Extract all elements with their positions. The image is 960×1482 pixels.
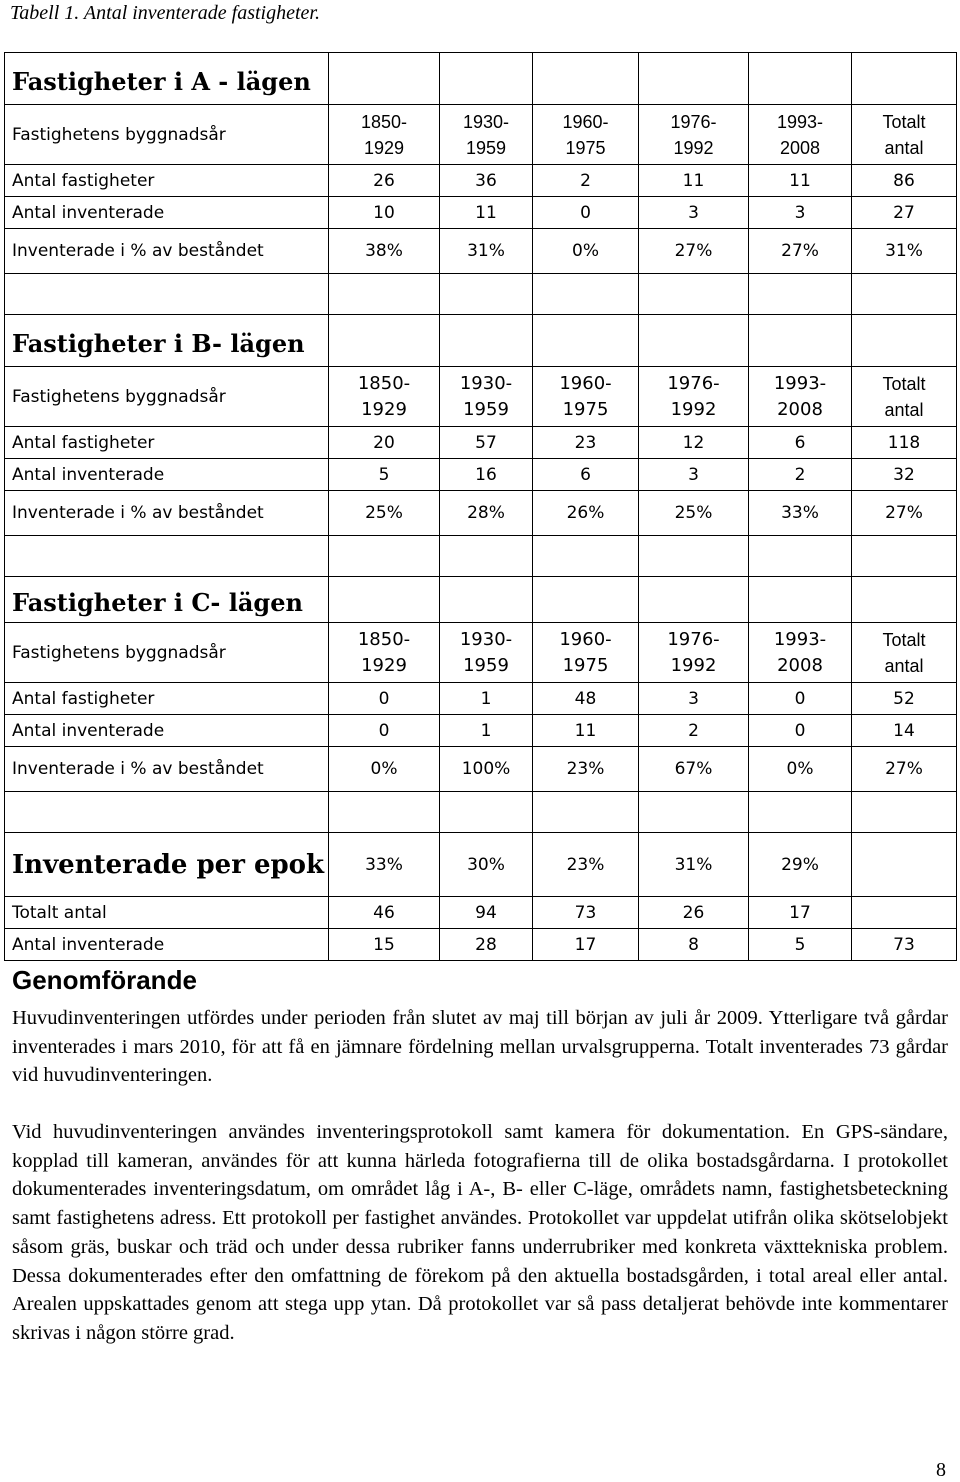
section-title: Fastigheter i C- lägen — [5, 577, 329, 623]
row-label: Antal inventerade — [5, 197, 329, 229]
value-cell: 3 — [639, 197, 749, 229]
empty-cell — [639, 792, 749, 833]
year-start: 1930- — [459, 628, 513, 650]
value-cell: 10 — [329, 197, 440, 229]
epok-value-cell: 31% — [639, 833, 749, 897]
empty-cell — [852, 833, 957, 897]
empty-cell — [5, 274, 329, 315]
empty-cell — [533, 792, 639, 833]
empty-cell — [329, 536, 440, 577]
year-start: Totalt — [882, 373, 926, 394]
year-start: 1960- — [559, 628, 612, 650]
value-cell: 73 — [533, 897, 639, 929]
value-cell: 2 — [639, 715, 749, 747]
table-row — [5, 897, 957, 929]
value-cell: 1 — [440, 715, 533, 747]
value-cell: 86 — [852, 165, 957, 197]
spacer-row — [5, 792, 957, 833]
value-cell: 16 — [440, 459, 533, 491]
year-label: Fastighetens byggnadsår — [5, 105, 329, 165]
year-start: 1976- — [670, 111, 717, 132]
year-header-row — [5, 367, 957, 427]
year-start: 1930- — [462, 111, 510, 132]
row-label: Inventerade i % av beståndet — [5, 491, 329, 536]
year-header-cell — [749, 367, 852, 427]
value-cell: 27% — [852, 747, 957, 792]
epok-title-row — [5, 833, 957, 897]
empty-cell — [852, 792, 957, 833]
year-start: 1930- — [459, 372, 513, 394]
year-end: 1992 — [673, 137, 714, 158]
table-row — [5, 715, 957, 747]
value-cell: 46 — [329, 897, 440, 929]
empty-cell — [329, 577, 440, 623]
empty-cell — [329, 792, 440, 833]
row-label: Antal fastigheter — [5, 427, 329, 459]
value-cell: 14 — [852, 715, 957, 747]
empty-cell — [533, 315, 639, 367]
table-row — [5, 459, 957, 491]
value-cell: 6 — [533, 459, 639, 491]
value-cell: 57 — [440, 427, 533, 459]
empty-cell — [749, 577, 852, 623]
paragraph-2: Vid huvudinventeringen användes inventeringsprotokoll samt kamera för dokumentation. En GPS-sändare, kopplad till kameran, användes för att kunna härleda fotografierna till de olika bostadsgårdarna. I protokollet dokumenterades inventeringsdatum, om området låg i A-, B- eller C-läge, områdets namn, fastighetsbeteckning samt fastighetens adress. Ett protokoll per fastighet användes. Protokollet var uppdelat utifrån olika skötselobjekt såsom gräs, buskar och träd och under dessa rubriker fanns underrubriker med konkreta växttekniska problem. Dessa dokumenterades efter den omfattning de förekom på den aktuella bostadsgården, i total areal eller antal. Arealen uppskattades genom att stega upp ytan. Då protokollet var så pass detaljerat behövde inte kommentarer skrivas i någon större grad. — [12, 1121, 948, 1344]
year-header-cell — [852, 623, 957, 683]
year-end: 2008 — [777, 654, 823, 676]
value-cell: 25% — [639, 491, 749, 536]
year-end: 2008 — [777, 398, 823, 420]
year-label: Fastighetens byggnadsår — [5, 623, 329, 683]
year-start: 1960- — [559, 372, 612, 394]
value-cell: 38% — [329, 229, 440, 274]
row-label: Inventerade i % av beståndet — [5, 747, 329, 792]
value-cell: 1 — [440, 683, 533, 715]
empty-cell — [639, 536, 749, 577]
year-start: 1850- — [357, 628, 411, 650]
empty-cell — [749, 274, 852, 315]
table-row — [5, 683, 957, 715]
value-cell: 20 — [329, 427, 440, 459]
year-header-cell — [533, 367, 639, 427]
year-label: Fastighetens byggnadsår — [5, 367, 329, 427]
year-end: 1959 — [465, 137, 507, 158]
year-end: antal — [884, 399, 924, 420]
year-header-cell — [329, 367, 440, 427]
value-cell: 11 — [440, 197, 533, 229]
value-cell: 31% — [852, 229, 957, 274]
value-cell: 0% — [533, 229, 639, 274]
year-header-cell — [329, 105, 440, 165]
table-row — [5, 229, 957, 274]
paragraph-1: Huvudinventeringen utfördes under perioden från slutet av maj till början av juli år 2009. Ytterligare två gårdar inventerades i mars 2010, för att få en jämnare fördelning mellan urvalsgrupperna. Totalt inventerades 73 gårdar vid huvudinventeringen. — [12, 1007, 948, 1087]
year-end: 1975 — [565, 137, 606, 158]
value-cell: 0 — [533, 197, 639, 229]
year-end: 1929 — [361, 654, 407, 676]
year-end: 1992 — [670, 398, 717, 420]
inventory-table — [4, 52, 957, 961]
year-header-cell — [440, 105, 533, 165]
empty-cell — [329, 274, 440, 315]
year-end: antal — [884, 137, 924, 158]
empty-cell — [852, 53, 957, 105]
value-cell: 8 — [639, 929, 749, 961]
section-title: Fastigheter i B- lägen — [5, 315, 329, 367]
empty-cell — [749, 792, 852, 833]
value-cell: 26 — [329, 165, 440, 197]
row-label: Antal inventerade — [5, 715, 329, 747]
year-header-cell — [440, 367, 533, 427]
value-cell: 12 — [639, 427, 749, 459]
value-cell: 5 — [329, 459, 440, 491]
value-cell: 6 — [749, 427, 852, 459]
empty-cell — [440, 274, 533, 315]
epok-value-cell: 30% — [440, 833, 533, 897]
empty-cell — [852, 274, 957, 315]
year-header-row — [5, 105, 957, 165]
year-header-cell — [749, 105, 852, 165]
empty-cell — [639, 274, 749, 315]
year-start: 1993- — [773, 372, 827, 394]
year-start: 1850- — [357, 372, 411, 394]
value-cell: 28% — [440, 491, 533, 536]
value-cell: 26% — [533, 491, 639, 536]
table-row — [5, 165, 957, 197]
year-start: 1993- — [776, 111, 824, 132]
year-start: 1850- — [360, 111, 408, 132]
row-label: Antal fastigheter — [5, 165, 329, 197]
year-header-cell — [533, 623, 639, 683]
spacer-row — [5, 536, 957, 577]
value-cell: 36 — [440, 165, 533, 197]
year-header-cell — [533, 105, 639, 165]
empty-cell — [749, 536, 852, 577]
table-row — [5, 747, 957, 792]
value-cell: 3 — [749, 197, 852, 229]
empty-cell — [440, 577, 533, 623]
year-header-row — [5, 623, 957, 683]
empty-cell — [440, 792, 533, 833]
value-cell: 2 — [533, 165, 639, 197]
value-cell: 31% — [440, 229, 533, 274]
year-start: Totalt — [882, 629, 926, 650]
value-cell: 0 — [749, 715, 852, 747]
value-cell: 23 — [533, 427, 639, 459]
empty-cell — [5, 792, 329, 833]
value-cell: 0 — [329, 683, 440, 715]
value-cell: 27% — [639, 229, 749, 274]
row-label: Totalt antal — [5, 897, 329, 929]
empty-cell — [329, 315, 440, 367]
value-cell: 118 — [852, 427, 957, 459]
value-cell: 0 — [329, 715, 440, 747]
year-end: 1929 — [361, 398, 407, 420]
row-label: Inventerade i % av beståndet — [5, 229, 329, 274]
year-end: 1929 — [363, 137, 405, 158]
row-label: Antal inventerade — [5, 459, 329, 491]
table-row — [5, 491, 957, 536]
value-cell: 15 — [329, 929, 440, 961]
value-cell: 33% — [749, 491, 852, 536]
year-start: 1960- — [562, 111, 609, 132]
year-header-cell — [639, 623, 749, 683]
year-end: 1992 — [670, 654, 717, 676]
value-cell: 28 — [440, 929, 533, 961]
year-start: Totalt — [882, 111, 926, 132]
value-cell: 32 — [852, 459, 957, 491]
year-end: 1975 — [562, 398, 609, 420]
table-row — [5, 929, 957, 961]
epok-value-cell: 33% — [329, 833, 440, 897]
spacer-row — [5, 274, 957, 315]
page-number: 8 — [936, 1459, 946, 1481]
section-title: Fastigheter i A - lägen — [5, 53, 329, 105]
year-end: 1975 — [562, 654, 609, 676]
empty-cell — [533, 536, 639, 577]
value-cell: 0% — [749, 747, 852, 792]
year-start: 1993- — [773, 628, 827, 650]
value-cell: 73 — [852, 929, 957, 961]
value-cell: 94 — [440, 897, 533, 929]
year-end: 1959 — [463, 654, 509, 676]
section-title-row — [5, 53, 957, 105]
empty-cell — [852, 315, 957, 367]
value-cell — [852, 897, 957, 929]
empty-cell — [852, 536, 957, 577]
empty-cell — [852, 577, 957, 623]
year-end: 2008 — [779, 137, 821, 158]
value-cell: 25% — [329, 491, 440, 536]
empty-cell — [533, 274, 639, 315]
empty-cell — [533, 53, 639, 105]
empty-cell — [749, 315, 852, 367]
year-start: 1976- — [667, 372, 720, 394]
empty-cell — [440, 315, 533, 367]
year-header-cell — [749, 623, 852, 683]
year-end: 1959 — [463, 398, 509, 420]
value-cell: 52 — [852, 683, 957, 715]
year-end: antal — [884, 655, 924, 676]
year-header-cell — [852, 367, 957, 427]
value-cell: 3 — [639, 459, 749, 491]
row-label: Antal fastigheter — [5, 683, 329, 715]
empty-cell — [639, 315, 749, 367]
table-row — [5, 197, 957, 229]
empty-cell — [440, 536, 533, 577]
value-cell: 3 — [639, 683, 749, 715]
section-title-row — [5, 577, 957, 623]
value-cell: 27 — [852, 197, 957, 229]
section-title-row — [5, 315, 957, 367]
year-header-cell — [852, 105, 957, 165]
value-cell: 5 — [749, 929, 852, 961]
row-label: Antal inventerade — [5, 929, 329, 961]
value-cell: 27% — [852, 491, 957, 536]
value-cell: 23% — [533, 747, 639, 792]
value-cell: 2 — [749, 459, 852, 491]
empty-cell — [533, 577, 639, 623]
year-header-cell — [329, 623, 440, 683]
value-cell: 11 — [533, 715, 639, 747]
value-cell: 27% — [749, 229, 852, 274]
value-cell: 11 — [749, 165, 852, 197]
year-header-cell — [639, 105, 749, 165]
empty-cell — [749, 53, 852, 105]
section-heading: Genomförande — [12, 965, 197, 995]
empty-cell — [440, 53, 533, 105]
epok-title: Inventerade per epok — [5, 833, 329, 897]
value-cell: 67% — [639, 747, 749, 792]
value-cell: 17 — [749, 897, 852, 929]
value-cell: 48 — [533, 683, 639, 715]
value-cell: 0 — [749, 683, 852, 715]
epok-value-cell: 29% — [749, 833, 852, 897]
year-header-cell — [639, 367, 749, 427]
year-start: 1976- — [667, 628, 720, 650]
table-row — [5, 427, 957, 459]
year-header-cell — [440, 623, 533, 683]
value-cell: 26 — [639, 897, 749, 929]
empty-cell — [639, 53, 749, 105]
empty-cell — [639, 577, 749, 623]
table-caption: Tabell 1. Antal inventerade fastigheter. — [10, 2, 320, 24]
value-cell: 0% — [329, 747, 440, 792]
value-cell: 11 — [639, 165, 749, 197]
empty-cell — [329, 53, 440, 105]
value-cell: 17 — [533, 929, 639, 961]
value-cell: 100% — [440, 747, 533, 792]
empty-cell — [5, 536, 329, 577]
epok-value-cell: 23% — [533, 833, 639, 897]
